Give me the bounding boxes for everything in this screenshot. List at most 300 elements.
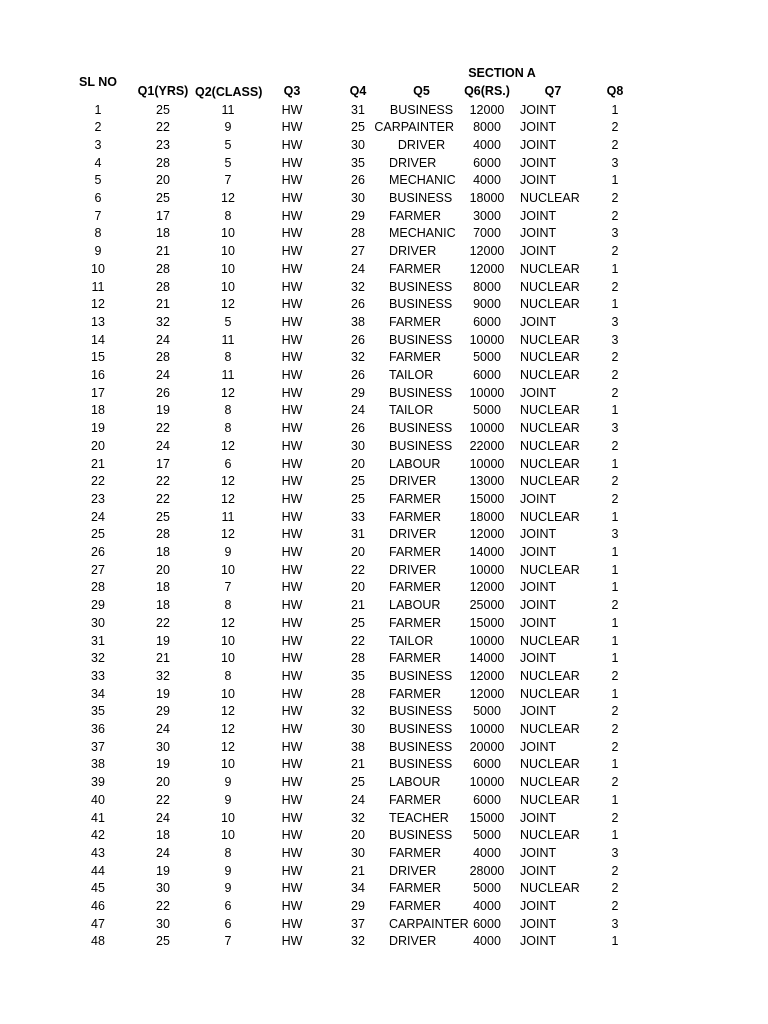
q8-value: 2	[611, 704, 619, 719]
q7-value: JOINT	[520, 314, 557, 329]
q6-value: 5000	[473, 403, 501, 418]
q2-value: 12	[221, 474, 235, 489]
q1-value: 24	[156, 810, 170, 825]
sl-no: 9	[94, 244, 102, 259]
q6-value: 4000	[473, 899, 501, 913]
sl-no: 29	[91, 598, 105, 613]
q7-value: JOINT	[520, 545, 557, 559]
q8-value: 2	[611, 191, 619, 205]
q7-value: NUCLEAR	[520, 792, 580, 807]
q2-value: 12	[221, 527, 235, 542]
q7-value: JOINT	[520, 208, 557, 223]
q6-value: 14000	[469, 545, 505, 559]
q5-value: FARMER	[389, 491, 442, 506]
q2-value: 10	[221, 651, 235, 666]
q5-value: DRIVER	[389, 863, 437, 878]
q6-value: 6000	[473, 757, 501, 772]
q4-value: 30	[351, 438, 365, 453]
q3-value: HW	[281, 155, 303, 170]
q8-value: 3	[611, 314, 619, 329]
q6-value: 14000	[469, 651, 505, 666]
q6-value: 6000	[473, 792, 501, 807]
q1-value: 25	[156, 934, 170, 949]
q8-value: 2	[611, 668, 619, 683]
q8-value: 2	[611, 208, 619, 223]
sl-no: 23	[91, 491, 105, 506]
q3-value: HW	[281, 722, 303, 736]
sl-no: 46	[91, 899, 105, 913]
q7-value: NUCLEAR	[520, 509, 580, 524]
q6-value: 15000	[469, 615, 505, 630]
q2-value: 12	[221, 191, 235, 205]
q5-value: BUSINESS	[389, 739, 453, 754]
sl-no: 13	[91, 314, 105, 329]
q8-value: 3	[611, 155, 619, 170]
q2-value: 8	[224, 845, 232, 860]
q5-value: TAILOR	[389, 368, 434, 382]
q5-value: BUSINESS	[389, 757, 453, 772]
header-q5: Q5	[413, 84, 430, 98]
q1-value: 29	[156, 704, 170, 719]
q5-value: FARMER	[389, 545, 442, 559]
q6-value: 8000	[473, 279, 501, 294]
section-a-label: SECTION A	[468, 66, 536, 80]
q6-value: 6000	[473, 916, 501, 931]
q3-value: HW	[281, 421, 303, 436]
q1-value: 22	[156, 474, 170, 489]
q3-value: HW	[281, 474, 303, 489]
q4-value: 25	[351, 474, 365, 489]
q4-value: 28	[351, 226, 365, 241]
sl-no: 20	[91, 438, 105, 453]
q3-value: HW	[281, 279, 303, 294]
q3-value: HW	[281, 899, 303, 913]
q4-value: 38	[351, 314, 365, 329]
q7-value: NUCLEAR	[520, 633, 580, 648]
q4-value: 26	[351, 173, 365, 188]
q4-value: 31	[351, 102, 365, 117]
sl-no: 8	[94, 226, 102, 241]
q2-value: 12	[221, 704, 235, 719]
header-q3: Q3	[283, 84, 301, 98]
q5-value: BUSINESS	[389, 191, 453, 205]
q5-value: FARMER	[389, 350, 442, 365]
q8-value: 2	[611, 899, 619, 913]
q5-value: MECHANIC	[389, 173, 456, 188]
q7-value: JOINT	[520, 934, 557, 949]
q3-value: HW	[281, 332, 303, 347]
q5-value: DRIVER	[389, 934, 437, 949]
q2-value: 8	[224, 350, 232, 365]
q1-value: 19	[156, 757, 170, 772]
q5-value: DRIVER	[389, 155, 437, 170]
q4-value: 26	[351, 368, 365, 382]
q7-value: NUCLEAR	[520, 421, 580, 436]
q1-value: 22	[156, 421, 170, 436]
q4-value: 21	[351, 757, 365, 772]
q6-value: 6000	[473, 314, 501, 329]
q1-value: 18	[156, 828, 170, 843]
sl-no: 10	[91, 261, 105, 276]
q6-value: 15000	[469, 810, 505, 825]
q2-value: 8	[224, 208, 232, 223]
q7-value: NUCLEAR	[520, 668, 580, 683]
q3-value: HW	[281, 403, 303, 418]
q3-value: HW	[281, 173, 303, 188]
q7-value: JOINT	[520, 137, 557, 152]
q2-value: 7	[224, 173, 232, 188]
q6-value: 7000	[473, 226, 501, 241]
q5-value: BUSINESS	[389, 279, 453, 294]
q8-value: 2	[611, 137, 619, 152]
q3-value: HW	[281, 438, 303, 453]
q8-value: 2	[611, 863, 619, 878]
q8-value: 1	[611, 456, 619, 471]
q7-value: JOINT	[520, 580, 557, 595]
sl-no: 6	[94, 191, 102, 205]
q1-value: 25	[156, 191, 170, 205]
q6-value: 12000	[469, 244, 505, 259]
q3-value: HW	[281, 775, 303, 790]
q2-value: 8	[224, 668, 232, 683]
q5-value: FARMER	[389, 208, 442, 223]
q2-value: 9	[224, 863, 232, 878]
q1-value: 22	[156, 792, 170, 807]
q2-value: 11	[221, 102, 235, 117]
q2-value: 8	[224, 598, 232, 613]
header-q1: Q1(YRS)	[137, 84, 189, 98]
q1-value: 24	[156, 332, 170, 347]
header-q7: Q7	[544, 84, 562, 98]
q5-value: LABOUR	[389, 775, 441, 790]
q4-value: 29	[351, 385, 365, 400]
q4-value: 24	[351, 792, 365, 807]
q1-value: 18	[156, 580, 170, 595]
q3-value: HW	[281, 757, 303, 772]
q7-value: NUCLEAR	[520, 438, 580, 453]
q8-value: 1	[611, 934, 619, 949]
q1-value: 22	[156, 120, 170, 135]
q6-value: 5000	[473, 704, 501, 719]
q6-value: 6000	[473, 155, 501, 170]
sl-no: 7	[94, 208, 102, 223]
q7-value: JOINT	[520, 651, 557, 666]
q1-value: 22	[156, 491, 170, 506]
q4-value: 25	[351, 491, 365, 506]
q3-value: HW	[281, 739, 303, 754]
sl-no: 18	[91, 403, 105, 418]
q2-value: 9	[224, 545, 232, 559]
q6-value: 9000	[473, 297, 501, 312]
q1-value: 25	[156, 102, 170, 117]
q6-value: 8000	[473, 120, 501, 135]
q7-value: JOINT	[520, 244, 557, 259]
q2-value: 12	[221, 739, 235, 754]
q5-value: FARMER	[389, 509, 442, 524]
sl-no: 36	[91, 722, 105, 736]
q5-value: CARPAINTER	[389, 916, 469, 931]
q3-value: HW	[281, 810, 303, 825]
sl-no: 25	[91, 527, 105, 542]
q7-value: JOINT	[520, 899, 557, 913]
header-q8: Q8	[606, 84, 624, 98]
sl-no: 19	[91, 421, 105, 436]
sl-no: 21	[91, 456, 105, 471]
q1-value: 20	[156, 562, 170, 577]
q2-value: 10	[221, 226, 235, 241]
q1-value: 28	[156, 279, 170, 294]
q5-value: FARMER	[389, 615, 442, 630]
sl-no: 39	[91, 775, 105, 790]
q5-value: FARMER	[389, 792, 442, 807]
q6-value: 4000	[473, 173, 501, 188]
sl-no: 32	[91, 651, 105, 666]
q3-value: HW	[281, 385, 303, 400]
q4-value: 20	[351, 545, 365, 559]
q5-value: CARPAINTER	[374, 120, 454, 135]
q7-value: NUCLEAR	[520, 297, 580, 312]
q4-value: 32	[351, 810, 365, 825]
q7-value: NUCLEAR	[520, 474, 580, 489]
q5-value: MECHANIC	[389, 226, 456, 241]
q3-value: HW	[281, 651, 303, 666]
q2-value: 11	[221, 509, 235, 524]
q5-value: DRIVER	[389, 527, 437, 542]
q6-value: 10000	[469, 456, 505, 471]
q1-value: 20	[156, 173, 170, 188]
q1-value: 19	[156, 633, 170, 648]
sl-no: 3	[94, 137, 102, 152]
q8-value: 2	[611, 881, 619, 896]
q7-value: JOINT	[520, 102, 557, 117]
q8-value: 3	[611, 845, 619, 860]
q8-value: 1	[611, 580, 619, 595]
q4-value: 32	[351, 279, 365, 294]
q6-value: 10000	[469, 775, 505, 790]
q1-value: 19	[156, 686, 170, 701]
q1-value: 30	[156, 881, 170, 896]
q5-value: BUSINESS	[389, 704, 453, 719]
q1-value: 30	[156, 916, 170, 931]
q2-value: 5	[224, 155, 232, 170]
q5-value: BUSINESS	[389, 722, 453, 736]
sl-no: 48	[91, 934, 105, 949]
q4-value: 30	[351, 722, 365, 736]
q3-value: HW	[281, 792, 303, 807]
q7-value: JOINT	[520, 527, 557, 542]
q4-value: 29	[351, 899, 365, 913]
sl-no: 41	[91, 810, 105, 825]
q4-value: 20	[351, 828, 365, 843]
q7-value: NUCLEAR	[520, 828, 580, 843]
q8-value: 1	[611, 509, 619, 524]
q2-value: 10	[221, 828, 235, 843]
q5-value: DRIVER	[389, 244, 437, 259]
q4-value: 25	[351, 120, 365, 135]
q7-value: NUCLEAR	[520, 279, 580, 294]
q8-value: 2	[611, 350, 619, 365]
q2-value: 8	[224, 421, 232, 436]
q2-value: 9	[224, 120, 232, 135]
q7-value: JOINT	[520, 863, 557, 878]
q1-value: 21	[156, 244, 170, 259]
q6-value: 10000	[469, 332, 505, 347]
q5-value: TAILOR	[389, 633, 434, 648]
q5-value: TEACHER	[389, 810, 449, 825]
q3-value: HW	[281, 137, 303, 152]
q6-value: 12000	[469, 261, 505, 276]
q8-value: 2	[611, 438, 619, 453]
q2-value: 12	[221, 615, 235, 630]
q2-value: 11	[221, 332, 235, 347]
q2-value: 9	[224, 881, 232, 896]
q1-value: 26	[156, 385, 170, 400]
q5-value: DRIVER	[389, 474, 437, 489]
q6-value: 5000	[473, 881, 501, 896]
q4-value: 33	[351, 509, 365, 524]
q1-value: 22	[156, 615, 170, 630]
q2-value: 6	[224, 899, 232, 913]
q7-value: NUCLEAR	[520, 686, 580, 701]
q2-value: 11	[221, 368, 235, 382]
q6-value: 18000	[469, 191, 505, 205]
q4-value: 37	[351, 916, 365, 931]
q8-value: 2	[611, 120, 619, 135]
q3-value: HW	[281, 934, 303, 949]
q5-value: BUSINESS	[389, 828, 453, 843]
q7-value: NUCLEAR	[520, 350, 580, 365]
q1-value: 28	[156, 261, 170, 276]
q4-value: 30	[351, 191, 365, 205]
sl-no: 38	[91, 757, 105, 772]
q8-value: 2	[611, 810, 619, 825]
q1-value: 18	[156, 545, 170, 559]
q3-value: HW	[281, 509, 303, 524]
q8-value: 2	[611, 244, 619, 259]
sl-no: 35	[91, 704, 105, 719]
q3-value: HW	[281, 562, 303, 577]
q8-value: 3	[611, 916, 619, 931]
q8-value: 3	[611, 332, 619, 347]
q4-value: 38	[351, 739, 365, 754]
q6-value: 28000	[469, 863, 505, 878]
q6-value: 4000	[473, 845, 501, 860]
q1-value: 24	[156, 845, 170, 860]
q5-value: BUSINESS	[389, 102, 454, 117]
q8-value: 2	[611, 474, 619, 489]
q2-value: 10	[221, 686, 235, 701]
q7-value: NUCLEAR	[520, 403, 580, 418]
q7-value: NUCLEAR	[520, 881, 580, 896]
sl-no: 22	[91, 474, 105, 489]
q6-value: 18000	[469, 509, 505, 524]
q3-value: HW	[281, 244, 303, 259]
q7-value: JOINT	[520, 491, 557, 506]
q3-value: HW	[281, 828, 303, 843]
q1-value: 23	[156, 137, 170, 152]
sl-no: 27	[91, 562, 105, 577]
q6-value: 12000	[469, 686, 505, 701]
q8-value: 1	[611, 545, 619, 559]
sl-no: 11	[91, 279, 105, 294]
sl-no: 15	[91, 350, 105, 365]
q7-value: NUCLEAR	[520, 332, 580, 347]
sl-no: 14	[91, 332, 105, 347]
q3-value: HW	[281, 491, 303, 506]
q6-value: 12000	[469, 102, 505, 117]
q8-value: 3	[611, 527, 619, 542]
header-q2: Q2(CLASS)	[195, 85, 263, 99]
q7-value: NUCLEAR	[520, 456, 580, 471]
q5-value: BUSINESS	[389, 421, 453, 436]
q5-value: BUSINESS	[389, 385, 453, 400]
q5-value: DRIVER	[397, 137, 446, 152]
q5-value: FARMER	[389, 580, 442, 595]
q1-value: 18	[156, 598, 170, 613]
q8-value: 2	[611, 385, 619, 400]
q7-value: JOINT	[520, 155, 557, 170]
q6-value: 10000	[469, 633, 505, 648]
q4-value: 20	[351, 456, 365, 471]
sl-no: 31	[91, 633, 105, 648]
q2-value: 10	[221, 810, 235, 825]
q4-value: 30	[351, 137, 365, 152]
q1-value: 18	[156, 226, 170, 241]
q2-value: 12	[221, 438, 235, 453]
q6-value: 15000	[469, 491, 505, 506]
q7-value: JOINT	[520, 598, 557, 613]
q3-value: HW	[281, 456, 303, 471]
q2-value: 5	[224, 137, 232, 152]
q8-value: 2	[611, 279, 619, 294]
sl-no: 45	[91, 881, 105, 896]
q1-value: 19	[156, 403, 170, 418]
q8-value: 1	[611, 403, 619, 418]
q3-value: HW	[281, 845, 303, 860]
sl-no: 40	[91, 792, 105, 807]
q7-value: JOINT	[520, 615, 557, 630]
q6-value: 3000	[473, 208, 501, 223]
q8-value: 3	[611, 421, 619, 436]
q1-value: 30	[156, 739, 170, 754]
q8-value: 2	[611, 722, 619, 736]
q4-value: 28	[351, 686, 365, 701]
q5-value: FARMER	[389, 651, 442, 666]
q1-value: 17	[156, 456, 170, 471]
sl-no: 2	[94, 120, 102, 135]
sl-no: 47	[91, 916, 105, 931]
q8-value: 1	[611, 686, 619, 701]
q2-value: 12	[221, 491, 235, 506]
q4-value: 26	[351, 332, 365, 347]
q4-value: 32	[351, 934, 365, 949]
q4-value: 22	[351, 633, 365, 648]
q1-value: 19	[156, 863, 170, 878]
q7-value: JOINT	[520, 385, 557, 400]
q6-value: 6000	[473, 368, 501, 382]
sl-no: 34	[91, 686, 105, 701]
q8-value: 2	[611, 775, 619, 790]
q1-value: 22	[156, 899, 170, 913]
header-q4: Q4	[349, 84, 367, 98]
q5-value: FARMER	[389, 261, 442, 276]
q3-value: HW	[281, 527, 303, 542]
q3-value: HW	[281, 102, 303, 117]
q7-value: JOINT	[520, 810, 557, 825]
q1-value: 21	[156, 651, 170, 666]
q2-value: 9	[224, 775, 232, 790]
q1-value: 32	[156, 314, 170, 329]
